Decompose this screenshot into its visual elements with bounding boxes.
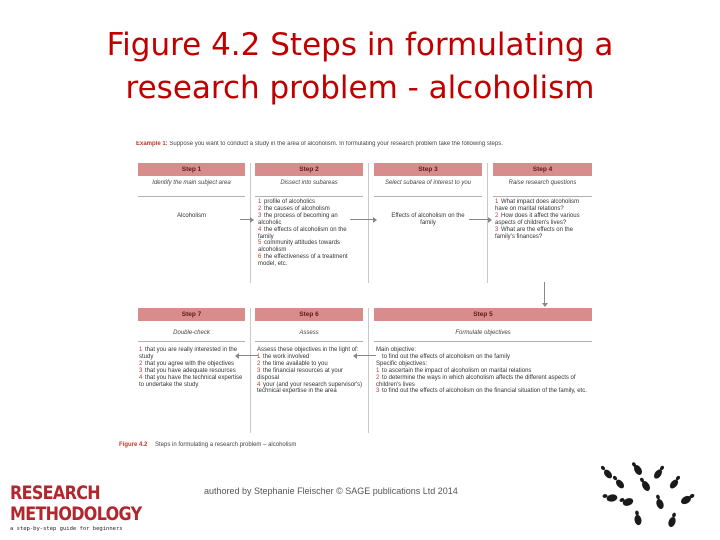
step-7-subtitle: Double-check [138,325,245,342]
step-5-list [376,347,592,395]
arrow-step2-to-step3 [350,219,376,220]
list-item: 6 the effectiveness of a treatment model, etc. [258,254,348,268]
step-3-subtitle: Select subarea of interest to you [374,180,482,197]
list-item: 2 the causes of alcoholism [258,205,330,212]
step-5-main-text: to find out the effects of alcoholism on the family [382,353,510,360]
example-line [136,141,592,148]
list-item: 3 that you have adequate resources [139,367,236,374]
arrow-step5-to-step6 [354,355,376,356]
step-6-header: Step 6 [255,308,363,321]
logo-line-1: RESEARCH [10,482,100,504]
list-item: 3 the process of becoming an alcoholic [258,212,338,226]
step-4-list [495,199,592,240]
footer-credit: authored by Stephanie Fleischer © SAGE publications Ltd 2014 [204,486,458,496]
step-1-header: Step 1 [138,163,245,176]
step-4-subtitle: Raise research questions [493,180,592,197]
logo-line-2: METHODOLOGY [10,503,142,525]
step-1-subtitle: Identify the main subject area [138,180,245,197]
figure-caption-text: Steps in formulating a research problem – alcoholism [155,442,297,448]
list-item: 4 that you have the technical expertise to undertake the study [139,374,243,388]
research-methodology-logo [10,482,142,537]
list-item: 1 that you are really interested in the study [139,347,238,360]
list-item: 1 to ascertain the impact of alcoholism on marital relations [376,367,532,374]
arrow-step1-to-step2 [240,219,253,220]
list-item: 2 How does it affect the various aspects of children's lives? [495,212,580,226]
arrow-step6-to-step7 [236,355,258,356]
step-5-subtitle: Formulate objectives [374,325,592,342]
figure-caption-number: Figure 4.2 [119,442,148,448]
list-item: 5 community attitudes towards alcoholism [258,240,341,254]
list-item: 1 What impact does alcoholism have on marital relations? [495,199,580,212]
step-6-subtitle: Assess [255,325,363,342]
list-item: 4 your (and your research supervisor's) technical expertise in the area [257,381,363,395]
step-5-main-label: Main objective: [376,347,417,353]
step-4-header: Step 4 [493,163,592,176]
step-2-subtitle: Dissect into subareas [255,180,363,197]
step-2-header: Step 2 [255,163,363,176]
example-label: Example 1: [136,141,168,147]
step-2-list [258,199,362,268]
figure-steps-diagram [119,137,592,455]
list-item: 2 to determine the ways in which alcoholism affects the different aspects of children's lives [376,374,576,388]
slide-title-line-1: Figure 4.2 Steps in formulating a [106,27,614,63]
step-7-list [139,347,247,388]
footprints-icon [598,462,710,532]
example-text: Suppose you want to conduct a study in the area of alcoholism. In formulating your research problem take the following steps. [169,141,503,147]
logo-tagline: a step-by-step guide for beginners [10,526,123,532]
arrow-step4-to-step5 [544,282,545,306]
step-7-header: Step 7 [138,308,245,321]
step-3-content: Effects of alcoholism on the family [391,213,465,226]
step-1-content: Alcoholism [176,213,206,219]
list-item: 1 profile of alcoholics [258,199,316,205]
step-3-header: Step 3 [374,163,482,176]
list-item: 1 the work involved [257,353,310,360]
slide-title [40,24,680,110]
list-item: 3 What are the effects on the family's finances? [495,226,573,240]
step-6-list [257,347,365,395]
list-item: 4 the effects of alcoholism on the family [258,226,347,240]
list-item: 2 that you agree with the objectives [139,360,235,367]
list-item: 3 to find out the effects of alcoholism on the financial situation of the family, etc. [376,388,587,395]
step-5-header: Step 5 [374,308,592,321]
step-6-intro: Assess these objectives in the light of: [257,347,359,353]
figure-caption [119,442,296,449]
list-item: 3 the financial resources at your disposal [257,367,344,381]
arrow-step3-to-step4 [469,219,491,220]
slide-title-line-2: research problem - alcoholism [125,70,595,106]
step-5-specific-label: Specific objectives: [376,360,428,367]
list-item: 2 the time available to you [257,360,328,367]
